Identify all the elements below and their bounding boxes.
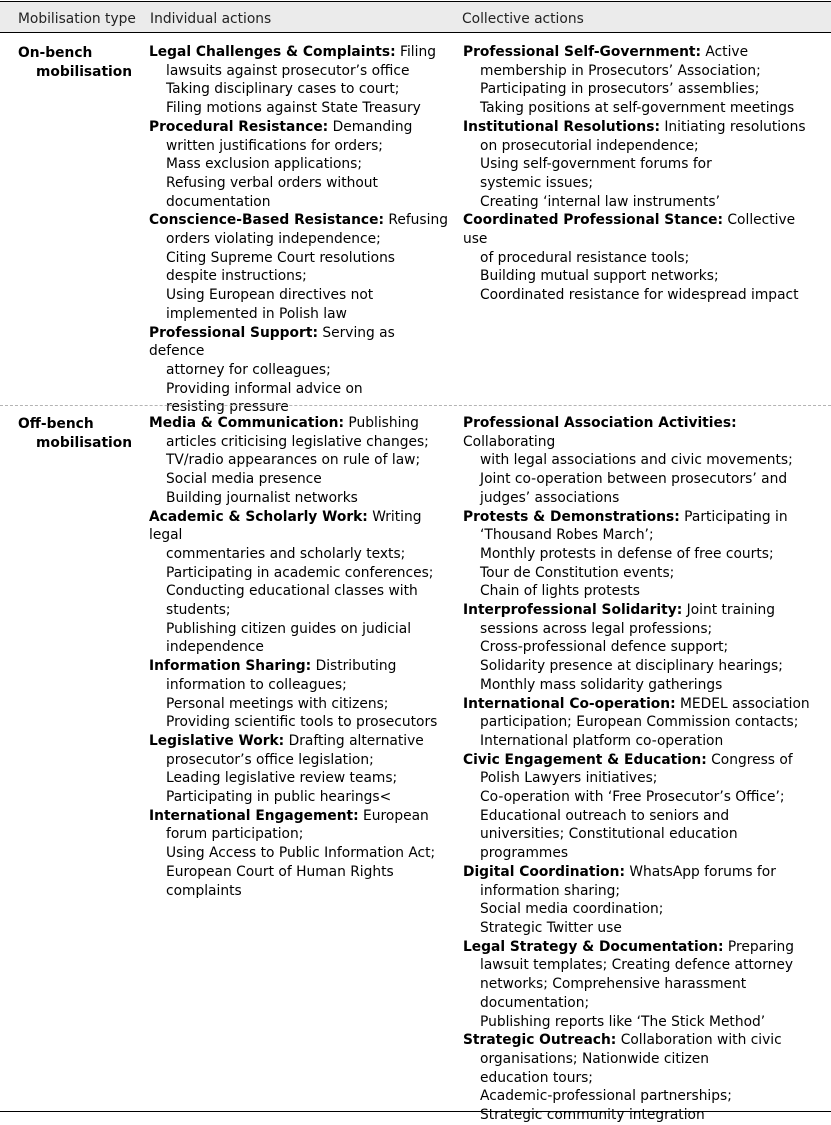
row-type-line: mobilisation	[36, 435, 133, 451]
action-item-text: Active	[705, 44, 749, 60]
action-group-title: Interprofessional Solidarity:	[463, 602, 683, 619]
action-item-text: Taking disciplinary cases to court;	[166, 81, 400, 98]
action-item-text: ‘Thousand Robes March’;	[480, 527, 654, 544]
action-item-text: with legal associations and civic movements;	[480, 452, 793, 469]
action-item-text: Filing motions against State Treasury	[166, 100, 421, 117]
action-item-text: documentation;	[480, 994, 590, 1011]
action-group-heading	[149, 324, 449, 361]
action-group	[149, 508, 449, 658]
action-group	[463, 508, 815, 602]
action-item-text: Refusing	[388, 212, 448, 229]
action-group-heading	[463, 211, 815, 248]
action-item-text: Collective use	[463, 212, 796, 248]
action-item-text: forum participation;	[166, 826, 304, 843]
action-item-text: programmes	[480, 845, 569, 862]
action-item-text: orders violating independence;	[166, 231, 381, 248]
action-group-title: Professional Association Activities:	[463, 415, 737, 431]
action-group	[463, 43, 815, 118]
action-item-text: participation; European Commission contacts;	[480, 714, 799, 731]
action-item-text: Providing scientific tools to prosecutors	[166, 714, 438, 731]
off-bench-individual-actions	[149, 414, 449, 900]
action-item-text: Creating ‘internal law instruments’	[480, 193, 720, 210]
action-group-heading	[149, 807, 449, 826]
action-item-text: Joint training	[686, 602, 775, 619]
action-item-text: Participating in	[684, 508, 788, 525]
row-type-off-bench	[18, 415, 138, 453]
action-item-text: systemic issues;	[480, 174, 593, 191]
action-item-text: networks; Comprehensive harassment	[480, 976, 747, 993]
row-type-line: mobilisation	[36, 64, 133, 80]
action-item-text: Academic-professional partnerships;	[480, 1088, 732, 1105]
action-group-heading	[149, 43, 449, 62]
action-group-title: Professional Self-Government:	[463, 44, 702, 60]
action-group-title: Civic Engagement & Education:	[463, 751, 707, 768]
action-group-title: Strategic Outreach:	[463, 1032, 617, 1049]
action-item-text: Collaboration with civic	[620, 1032, 782, 1049]
action-group-title: Procedural Resistance:	[149, 118, 329, 135]
on-bench-collective-actions	[463, 43, 815, 305]
action-group-heading	[149, 118, 449, 137]
action-item-text: Polish Lawyers initiatives;	[480, 770, 658, 787]
row-type-line: Off-bench	[18, 416, 94, 432]
action-item-text: MEDEL association	[680, 695, 810, 712]
action-group-title: Coordinated Professional Stance:	[463, 212, 724, 229]
on-bench-individual-actions	[149, 43, 449, 417]
action-item-text: Strategic community integration	[480, 1107, 705, 1124]
action-item-text: European Court of Human Rights	[166, 863, 394, 880]
action-item-text: prosecutor’s office legislation;	[166, 751, 374, 768]
action-item-text: Publishing reports like ‘The Stick Method’	[480, 1013, 766, 1030]
off-bench-collective-actions	[463, 414, 815, 1125]
action-item-text: Participating in prosecutors’ assemblies;	[480, 81, 760, 98]
action-item-text: students;	[166, 602, 231, 619]
action-item-text: Conducting educational classes with	[166, 583, 418, 600]
action-group-title: Professional Support:	[149, 324, 318, 341]
action-group-heading	[463, 1031, 815, 1050]
action-item-text: Congress of	[711, 751, 793, 768]
action-item-text: TV/radio appearances on rule of law;	[166, 452, 421, 469]
action-group	[149, 807, 449, 901]
action-group-title: Information Sharing:	[149, 658, 312, 675]
action-item-text: Collaborating	[463, 433, 556, 450]
action-item-text: implemented in Polish law	[166, 305, 347, 322]
action-item-text: written justifications for orders;	[166, 137, 383, 154]
action-item-text: Citing Supreme Court resolutions	[166, 249, 395, 266]
action-group	[463, 938, 815, 1032]
action-item-text: Publishing citizen guides on judicial	[166, 620, 412, 637]
action-group	[463, 695, 815, 751]
action-group-heading	[463, 414, 815, 451]
action-item-text: Drafting alternative	[288, 732, 424, 749]
action-item-text: Mass exclusion applications;	[166, 156, 362, 173]
table-header	[0, 2, 831, 32]
action-group	[149, 118, 449, 212]
action-item-text: European	[363, 807, 429, 824]
action-item-text: Building mutual support networks;	[480, 268, 719, 285]
action-item-text: documentation	[166, 193, 271, 210]
action-group-title: International Engagement:	[149, 807, 359, 824]
action-item-text: Social media coordination;	[480, 901, 664, 918]
action-item-text: independence	[166, 639, 264, 656]
action-item-text: judges’ associations	[480, 489, 620, 506]
action-item-text: Demanding	[332, 118, 413, 135]
action-group-title: Conscience-Based Resistance:	[149, 212, 384, 229]
action-group-title: Digital Coordination:	[463, 863, 625, 880]
action-group	[149, 414, 449, 508]
action-item-text: attorney for colleagues;	[166, 361, 331, 378]
action-group-title: Legislative Work:	[149, 732, 285, 749]
action-group	[463, 601, 815, 695]
action-item-text: sessions across legal professions;	[480, 620, 713, 637]
action-group-heading	[149, 657, 449, 676]
action-item-text: Publishing	[348, 415, 419, 431]
action-item-text: Using European directives not	[166, 287, 374, 304]
action-group-heading	[463, 863, 815, 882]
action-item-text: articles criticising legislative changes;	[166, 433, 429, 450]
action-group-heading	[149, 732, 449, 751]
action-group-heading	[149, 414, 449, 433]
action-group-title: Academic & Scholarly Work:	[149, 508, 368, 525]
action-item-text: Building journalist networks	[166, 489, 358, 506]
action-group-title: Legal Strategy & Documentation:	[463, 938, 724, 955]
action-item-text: Writing legal	[149, 508, 422, 544]
action-item-text: Leading legislative review teams;	[166, 770, 398, 787]
action-item-text: Strategic Twitter use	[480, 919, 622, 936]
action-item-text: Social media presence	[166, 471, 322, 488]
action-item-text: on prosecutorial independence;	[480, 137, 699, 154]
action-group-title: Protests & Demonstrations:	[463, 508, 680, 525]
action-group-title: International Co-operation:	[463, 695, 676, 712]
action-item-text: Tour de Constitution events;	[480, 564, 675, 581]
action-item-text: Providing informal advice on	[166, 380, 363, 397]
action-item-text: Filing	[400, 44, 436, 60]
action-item-text: Using self-government forums for	[480, 156, 712, 173]
action-group-heading	[463, 43, 815, 62]
action-item-text: Educational outreach to seniors and	[480, 807, 730, 824]
action-group	[149, 657, 449, 732]
row-divider	[0, 405, 831, 406]
action-item-text: information to colleagues;	[166, 676, 347, 693]
action-item-text: complaints	[166, 882, 242, 899]
action-group	[149, 324, 449, 418]
action-group-heading	[149, 211, 449, 230]
action-group	[463, 863, 815, 938]
action-item-text: of procedural resistance tools;	[480, 249, 690, 266]
action-item-text: universities; Constitutional education	[480, 826, 738, 843]
action-item-text: organisations; Nationwide citizen	[480, 1050, 710, 1067]
action-group	[463, 751, 815, 863]
action-item-text: education tours;	[480, 1069, 593, 1086]
action-item-text: Monthly protests in defense of free courts;	[480, 545, 774, 562]
action-group-title: Legal Challenges & Complaints:	[149, 44, 396, 60]
header-collective-actions: Collective actions	[462, 11, 584, 27]
action-item-text: Preparing	[727, 938, 795, 955]
action-item-text: Personal meetings with citizens;	[166, 695, 389, 712]
action-group-heading	[463, 118, 815, 137]
action-group	[149, 43, 449, 118]
action-group-heading	[149, 508, 449, 545]
action-group-heading	[463, 938, 815, 957]
action-item-text: resisting pressure	[166, 399, 289, 416]
action-item-text: lawsuits against prosecutor’s office	[166, 62, 410, 79]
action-item-text: membership in Prosecutors’ Association;	[480, 62, 761, 79]
header-rule	[0, 32, 831, 33]
action-group	[149, 732, 449, 807]
action-group	[463, 118, 815, 212]
action-item-text: Participating in public hearings<	[166, 789, 392, 806]
action-item-text: Joint co-operation between prosecutors’ and	[480, 471, 788, 488]
action-group-heading	[463, 601, 815, 620]
action-group-heading	[463, 508, 815, 527]
action-group	[149, 211, 449, 323]
action-item-text: Serving as defence	[149, 324, 395, 360]
table-bottom-rule	[0, 1111, 831, 1112]
action-item-text: Refusing verbal orders without	[166, 174, 378, 191]
row-type-on-bench	[18, 44, 138, 82]
action-item-text: commentaries and scholarly texts;	[166, 545, 406, 562]
action-item-text: Solidarity presence at disciplinary hearings;	[480, 658, 783, 675]
action-group-title: Media & Communication:	[149, 415, 345, 431]
action-item-text: Initiating resolutions	[664, 118, 806, 135]
action-item-text: Using Access to Public Information Act;	[166, 845, 436, 862]
action-item-text: Monthly mass solidarity gatherings	[480, 676, 723, 693]
header-individual-actions: Individual actions	[150, 11, 272, 27]
action-item-text: International platform co-operation	[480, 732, 724, 749]
action-group-heading	[463, 695, 815, 714]
row-type-line: On-bench	[18, 45, 93, 61]
action-item-text: lawsuit templates; Creating defence attorney	[480, 957, 794, 974]
action-item-text: WhatsApp forums for	[629, 863, 776, 880]
action-item-text: despite instructions;	[166, 268, 307, 285]
action-item-text: Taking positions at self-government meetings	[480, 100, 795, 117]
action-item-text: Distributing	[315, 658, 397, 675]
action-group-heading	[463, 751, 815, 770]
action-item-text: Chain of lights protests	[480, 583, 640, 600]
action-group	[463, 414, 815, 508]
header-mobilisation-type: Mobilisation type	[18, 11, 136, 27]
action-item-text: Coordinated resistance for widespread impact	[480, 287, 799, 304]
action-item-text: Cross-professional defence support;	[480, 639, 729, 656]
action-item-text: Co-operation with ‘Free Prosecutor’s Office’;	[480, 789, 785, 806]
action-group	[463, 211, 815, 305]
action-item-text: information sharing;	[480, 882, 621, 899]
action-item-text: Participating in academic conferences;	[166, 564, 434, 581]
action-group-title: Institutional Resolutions:	[463, 118, 660, 135]
